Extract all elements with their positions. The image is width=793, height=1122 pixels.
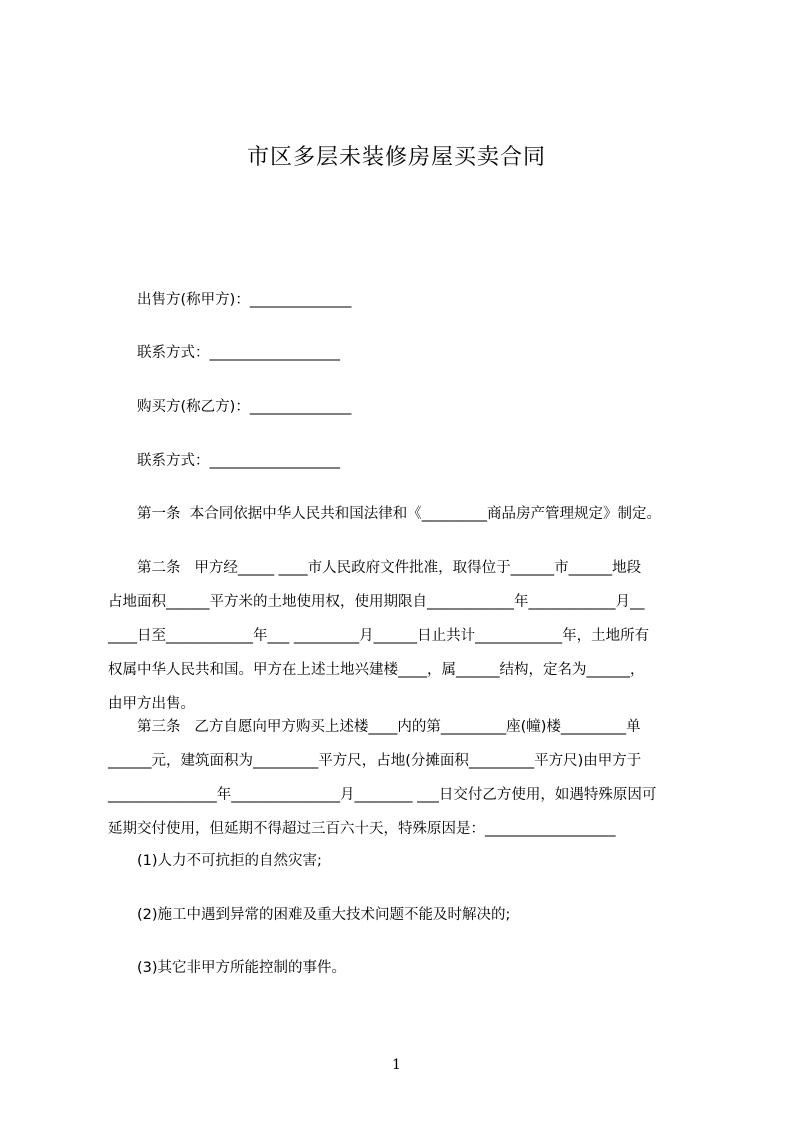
article-3-line: 第三条 乙方自愿向甲方购买上述楼____内的第_________座(幢)楼_________单 [137,719,641,735]
article-2-line: 第二条 甲方经_____ ____市人民政府文件批准，取得位于______市______地段 [137,560,642,576]
seller-line: 出售方(称甲方)：______________ [137,292,352,308]
reason-item: (2)施工中遇到异常的困难及重大技术问题不能及时解决的; [137,907,511,923]
article-3-line: ______元，建筑面积为_________平方尺，占地(分摊面积_________平方尺)由甲方于 [108,753,642,769]
article-3 [104,717,704,839]
seller-contact-line: 联系方式：__________________ [137,345,340,361]
article-2 [104,558,704,714]
article-3-line: _______________年_______________月________ ___日交付乙方使用，如遇特殊原因可 [108,787,657,803]
article-1: 第一条 本合同依据中华人民共和国法律和《_________商品房产管理规定》制定。 [137,506,661,522]
page-number: 1 [392,1057,401,1073]
reason-item: (3)其它非甲方所能控制的事件。 [137,960,347,976]
article-2-line: 由甲方出售。 [108,696,195,712]
reason-item: (1)人力不可抗拒的自然灾害; [137,853,322,869]
article-2-line: ____日至____________年___ _________月______日止共计____________年，土地所有 [108,628,650,644]
article-2-line: 占地面积______平方米的土地使用权，使用期限自____________年____________月__ [108,594,645,610]
buyer-line: 购买方(称乙方)：______________ [137,399,352,415]
buyer-contact-line: 联系方式：__________________ [137,453,340,469]
article-3-line: 延期交付使用，但延期不得超过三百六十天，特殊原因是：__________________ [108,821,616,837]
article-2-line: 权属中华人民共和国。甲方在上述土地兴建楼____，属______结构，定名为______， [108,662,645,678]
document-title: 市区多层未装修房屋买卖合同 [246,145,546,170]
